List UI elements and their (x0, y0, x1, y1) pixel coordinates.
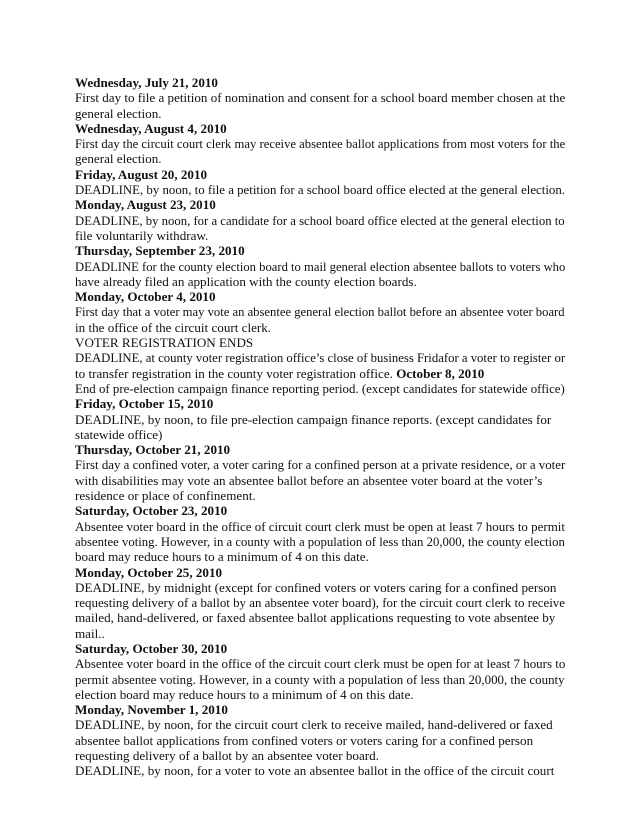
body-text-line (75, 671, 565, 687)
line-text: DEADLINE, by midnight (except for confined voters or voters caring for a confined person (75, 579, 557, 595)
body-text-line (75, 533, 565, 549)
body-text-line (75, 549, 565, 564)
body-text-line (75, 457, 566, 473)
body-text-line (75, 106, 565, 121)
line-text: have already filed an application with the county election boards. (75, 273, 417, 289)
date-heading (75, 197, 565, 212)
line-text: First day that a voter may vote an absentee general election ballot before an absentee voter board (75, 304, 565, 320)
line-text: permit absentee voting. However, in a county with a population of less than 20,000, the county (75, 671, 565, 687)
body-text-line (75, 518, 565, 534)
body-text-line (75, 90, 564, 105)
body-text-line (75, 687, 565, 702)
line-text: board may reduce hours to a minimum of 4 on this date. (75, 549, 369, 565)
line-text: DEADLINE for the county election board to mail general election absentee ballots to voters who (75, 258, 566, 274)
body-text-line (75, 335, 565, 350)
line-text: statewide office) (75, 426, 163, 442)
line-text: Saturday, October 23, 2010 (75, 503, 228, 519)
body-text-line (75, 304, 565, 320)
date-heading (75, 243, 565, 258)
body-text-line (75, 595, 565, 611)
body-text-line (75, 763, 565, 778)
body-text-line (75, 258, 566, 274)
line-text: Wednesday, July 21, 2010 (75, 75, 218, 90)
line-text: DEADLINE, by noon, to file a petition for a school board office elected at the general election. (75, 182, 565, 198)
line-text: Friday, August 20, 2010 (75, 166, 208, 182)
body-text-line (75, 274, 565, 289)
line-text: First day the circuit court clerk may receive absentee ballot applications from most voters for the (75, 136, 566, 152)
line-text: in the office of the circuit court clerk. (75, 319, 272, 335)
line-text: VOTER REGISTRATION ENDS (75, 335, 254, 351)
date-heading (75, 396, 565, 411)
body-text-line (75, 748, 565, 763)
date-heading (75, 565, 565, 580)
line-text: Wednesday, August 4, 2010 (75, 120, 227, 136)
document-page (75, 75, 565, 779)
body-text-line (75, 473, 565, 488)
date-heading (75, 641, 565, 656)
body-text-line (75, 212, 565, 228)
body-text-line (75, 366, 565, 381)
line-text: mail.. (75, 625, 105, 641)
body-text-line (75, 412, 565, 427)
line-text: First day a confined voter, a voter caring for a confined person at a private residence, or a voter (75, 457, 566, 473)
body-text-line (75, 656, 566, 672)
line-text: Monday, August 23, 2010 (75, 197, 216, 213)
date-heading (75, 75, 565, 90)
body-text-line (75, 380, 565, 396)
line-text: file voluntarily withdraw. (75, 227, 209, 243)
body-text-line (75, 427, 565, 442)
date-heading (75, 702, 565, 717)
line-text: End of pre-election campaign finance reporting period. (except candidates for statewide office) (75, 380, 565, 396)
line-text: with disabilities may vote an absentee ballot before an absentee voter board at the voter’s (75, 472, 543, 488)
line-text: requesting delivery of a ballot by an absentee voter board. (75, 748, 379, 764)
line-text: general election. (75, 151, 162, 167)
date-heading (75, 121, 565, 136)
line-text: DEADLINE, at county voter registration office’s close of business Fridafor a voter to register or (75, 350, 566, 366)
line-text: Thursday, October 21, 2010 (75, 442, 231, 458)
line-text: general election. (75, 105, 162, 121)
line-text: DEADLINE, by noon, for the circuit court clerk to receive mailed, hand-delivered or faxed (75, 717, 553, 733)
line-text: Saturday, October 30, 2010 (75, 640, 228, 656)
body-text-line (75, 488, 565, 503)
line-text: First day to file a petition of nomination and consent for a school board member chosen at the (75, 90, 566, 106)
body-text-line (75, 717, 565, 732)
line-text: residence or place of confinement. (75, 488, 256, 504)
body-text-line (75, 228, 565, 243)
body-text-line (75, 182, 565, 198)
line-text: mailed, hand-delivered, or faxed absentee ballot applications requesting to vote absentee by (75, 610, 556, 626)
line-text: DEADLINE, by noon, for a voter to vote an absentee ballot in the office of the circuit court (75, 763, 555, 779)
line-text: Monday, November 1, 2010 (75, 702, 228, 718)
line-text: Monday, October 25, 2010 (75, 564, 223, 580)
line-text: Absentee voter board in the office of the circuit court clerk must be open for at least 7 hours to (75, 656, 566, 672)
line-text: election board may reduce hours to a minimum of 4 on this date. (75, 686, 414, 702)
body-text-line (75, 733, 565, 748)
line-text: absentee voting. However, in a county with a population of less than 20,000, the county election (75, 533, 565, 549)
line-text: Friday, October 15, 2010 (75, 396, 214, 412)
line-text: to transfer registration in the county voter registration office. (75, 365, 397, 381)
body-text-line (75, 350, 566, 366)
date-heading (75, 442, 565, 457)
body-text-line (75, 610, 565, 625)
body-text-line (75, 136, 566, 152)
line-text: Absentee voter board in the office of circuit court clerk must be open at least 7 hours to permit (75, 518, 565, 534)
line-text: Monday, October 4, 2010 (75, 289, 216, 305)
date-heading (75, 289, 565, 304)
line-text: DEADLINE, by noon, to file pre-election campaign finance reports. (except candidates for (75, 411, 552, 427)
date-heading (75, 167, 565, 182)
line-text: Thursday, September 23, 2010 (75, 243, 245, 259)
inline-date: October 8, 2010 (396, 365, 485, 381)
body-text-line (75, 151, 565, 166)
line-text: DEADLINE, by noon, for a candidate for a school board office elected at the general election to (75, 212, 565, 228)
body-text-line (75, 580, 565, 595)
body-text-line (75, 626, 565, 641)
line-text: absentee ballot applications from confined voters or voters caring for a confined person (75, 732, 534, 748)
line-text: requesting delivery of a ballot by an absentee voter board), for the circuit court clerk to receive (75, 595, 565, 611)
body-text-line (75, 320, 565, 335)
date-heading (75, 503, 565, 518)
